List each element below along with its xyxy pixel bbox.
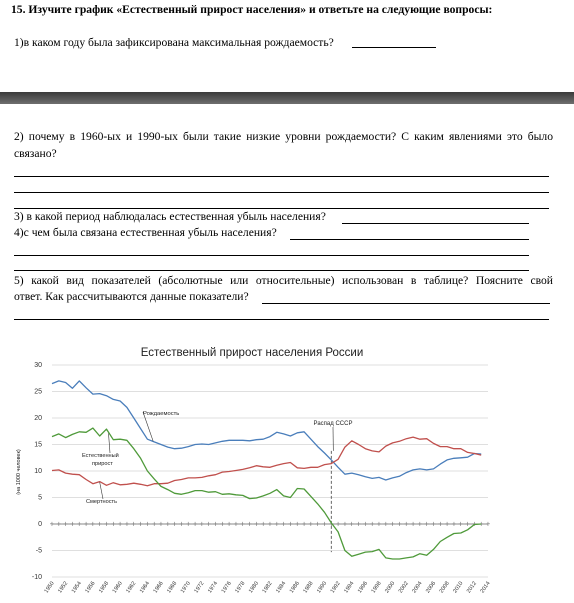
zero-line-marker: + (349, 519, 355, 529)
x-tick-label: 1982 (261, 580, 274, 595)
zero-line-marker: + (219, 519, 225, 529)
zero-line-marker: + (315, 519, 321, 529)
zero-line-marker: + (431, 519, 436, 529)
zero-line-marker: + (70, 519, 75, 529)
zero-line-marker: + (124, 519, 130, 529)
x-tick-label: 1984 (275, 580, 288, 595)
x-tick-label: 1958 (98, 580, 111, 595)
zero-line-marker: + (138, 519, 143, 529)
x-tick-label: 1962 (125, 580, 138, 595)
x-tick-label: 2012 (465, 580, 479, 595)
x-tick-label: 2014 (479, 580, 492, 595)
series-label-natural-2: прирост (92, 461, 113, 467)
x-tick-label: 2006 (425, 580, 438, 595)
zero-line-marker: + (145, 519, 150, 529)
y-tick-label: 30 (34, 362, 42, 369)
series-label-natural-1: Естественный (82, 453, 119, 459)
zero-line-marker: + (465, 519, 470, 529)
question-2-line-2: связано? (14, 147, 57, 160)
zero-line-marker: + (288, 519, 293, 529)
zero-line-marker: + (233, 519, 239, 529)
y-tick-label: 15 (34, 441, 42, 449)
x-tick-label: 1964 (138, 580, 152, 595)
zero-line-marker: + (424, 519, 430, 529)
zero-line-marker: + (172, 519, 177, 529)
zero-line-marker: + (328, 519, 334, 529)
zero-line-marker: + (63, 519, 68, 529)
x-tick-label: 1986 (288, 580, 301, 595)
answer-line-4c[interactable] (14, 270, 529, 271)
chart-axes (32, 362, 492, 594)
answer-line-2c[interactable] (14, 208, 549, 209)
x-tick-label: 1994 (343, 580, 356, 595)
zero-line-marker: + (342, 519, 348, 529)
zero-line-marker: + (383, 519, 389, 529)
series-label-death: Смертность (86, 499, 118, 505)
zero-line-marker: + (437, 519, 443, 529)
x-tick-label: 1970 (179, 580, 192, 595)
y-tick-label: 5 (38, 494, 42, 502)
zero-line-marker: + (274, 519, 280, 529)
zero-line-marker: + (267, 519, 273, 529)
zero-line-marker: + (165, 519, 171, 529)
zero-line-marker: + (458, 519, 464, 529)
answer-line-2b[interactable] (14, 192, 549, 193)
scan-band (0, 92, 574, 104)
x-tick-label: 2008 (438, 580, 451, 595)
y-tick-label: -5 (35, 547, 42, 555)
answer-line-3[interactable] (342, 223, 529, 224)
zero-line-marker: + (83, 519, 89, 529)
question-3: 3) в какой период наблюдалась естественная убыль населения? (14, 210, 326, 223)
zero-line-marker: + (363, 519, 368, 529)
x-tick-label: 2002 (397, 580, 410, 595)
zero-line-marker: + (451, 519, 457, 529)
x-tick-label: 1992 (329, 580, 342, 595)
zero-line-marker: + (478, 519, 484, 529)
zero-line-marker: + (151, 519, 157, 529)
zero-line-marker: + (369, 519, 375, 529)
series-line-birth-rate (52, 381, 481, 480)
leader-death (100, 482, 103, 499)
chart-labels (100, 412, 334, 499)
leader-natural (109, 433, 111, 453)
zero-line-marker: + (410, 519, 416, 529)
x-tick-label: 1950 (43, 580, 56, 595)
answer-line-5a[interactable] (262, 303, 550, 304)
zero-line-marker: + (240, 519, 246, 529)
question-1: 1)в каком году была зафиксирована максимальная рождаемость? (14, 36, 334, 49)
zero-line-marker: + (390, 519, 395, 529)
x-tick-label: 1990 (316, 580, 329, 595)
zero-line-marker: + (356, 519, 361, 529)
zero-line-marker: + (417, 519, 423, 529)
x-tick-label: 1998 (370, 580, 383, 595)
x-tick-label: 1972 (193, 580, 206, 595)
x-tick-label: 1968 (166, 580, 179, 595)
zero-line-marker: + (213, 519, 218, 529)
zero-line-marker: + (485, 519, 491, 529)
x-tick-label: 1966 (152, 580, 165, 595)
x-tick-label: 1980 (247, 580, 261, 595)
zero-line-marker: + (376, 519, 382, 529)
zero-line-marker: + (192, 519, 198, 529)
x-tick-label: 2010 (452, 580, 465, 595)
zero-line-marker: + (301, 519, 307, 529)
question-2-line-1: 2) почему в 1960-ых и 1990-ых были такие низкие уровни рождаемости? С каким явлениями это было (14, 130, 553, 143)
zero-line-marker: + (110, 519, 116, 529)
zero-line-marker: + (281, 519, 286, 529)
x-tick-label: 2004 (411, 580, 424, 595)
zero-line-marker: + (49, 519, 55, 529)
zero-line-marker: + (206, 519, 212, 529)
y-tick-label: 0 (38, 521, 42, 528)
zero-line-marker: + (403, 519, 409, 529)
chart-series (49, 381, 481, 559)
y-tick-label: 25 (34, 388, 42, 396)
x-tick-label: 1954 (70, 580, 83, 595)
x-tick-label: 1978 (234, 580, 247, 595)
x-tick-label: 1976 (220, 580, 233, 595)
x-tick-label: 1996 (356, 580, 370, 595)
zero-line-marker: + (247, 519, 252, 529)
x-tick-label: 1974 (207, 580, 220, 595)
zero-line-marker: + (260, 519, 266, 529)
question-4: 4)с чем была связана естественная убыль населения? (14, 226, 277, 239)
x-tick-label: 1952 (57, 580, 70, 595)
answer-line-4b[interactable] (14, 255, 529, 256)
zero-line-marker: + (97, 519, 103, 529)
zero-line-marker: + (397, 519, 402, 529)
zero-line-marker: + (104, 519, 109, 529)
series-label-birth: Рождаемость (143, 411, 180, 417)
zero-line-marker: + (56, 519, 62, 529)
zero-line-marker: + (90, 519, 96, 529)
zero-line-marker: + (179, 519, 184, 529)
zero-line-marker: + (226, 519, 232, 529)
zero-line-marker: + (76, 519, 82, 529)
question-5-line-2: ответ. Как рассчитываются данные показатели? (14, 290, 249, 303)
x-tick-label: 1956 (84, 580, 97, 595)
answer-line-4a[interactable] (290, 239, 529, 240)
annotation-label: Распад СССР (313, 421, 353, 427)
chart-title: Естественный прирост населения России (140, 347, 364, 359)
answer-line-2a[interactable] (14, 176, 549, 177)
series-line-natural-increase (49, 428, 481, 559)
chart-gridlines (49, 365, 488, 577)
zero-line-marker: + (185, 519, 191, 529)
answer-line-1[interactable] (352, 47, 436, 48)
zero-line-marker: + (254, 519, 259, 529)
zero-line-marker: + (322, 519, 327, 529)
answer-line-5b[interactable] (14, 319, 549, 320)
zero-line-marker: + (131, 519, 137, 529)
zero-line-marker: + (199, 519, 205, 529)
y-tick-label: 20 (34, 415, 42, 422)
zero-line-marker: + (117, 519, 123, 529)
x-tick-label: 1988 (302, 580, 315, 595)
zero-line-marker: + (444, 519, 450, 529)
question-5-line-1: 5) какой вид показателей (абсолютные или относительные) использован в таблице? Поясните свой (14, 274, 553, 287)
x-tick-label: 1960 (111, 580, 124, 595)
y-tick-label: 10 (34, 468, 42, 475)
zero-line-marker: + (335, 519, 341, 529)
y-axis-label: (на 1000 человек) (16, 449, 22, 495)
zero-line-marker: + (472, 519, 477, 529)
x-tick-label: 2000 (384, 580, 397, 595)
zero-line-marker: + (308, 519, 314, 529)
natural-increase-chart (0, 336, 574, 603)
y-tick-label: -10 (31, 574, 42, 581)
zero-line-marker: + (294, 519, 300, 529)
task-title: 15. Изучите график «Естественный прирост населения» и ответьте на следующие вопросы: (11, 3, 493, 16)
zero-line-marker: + (158, 519, 164, 529)
